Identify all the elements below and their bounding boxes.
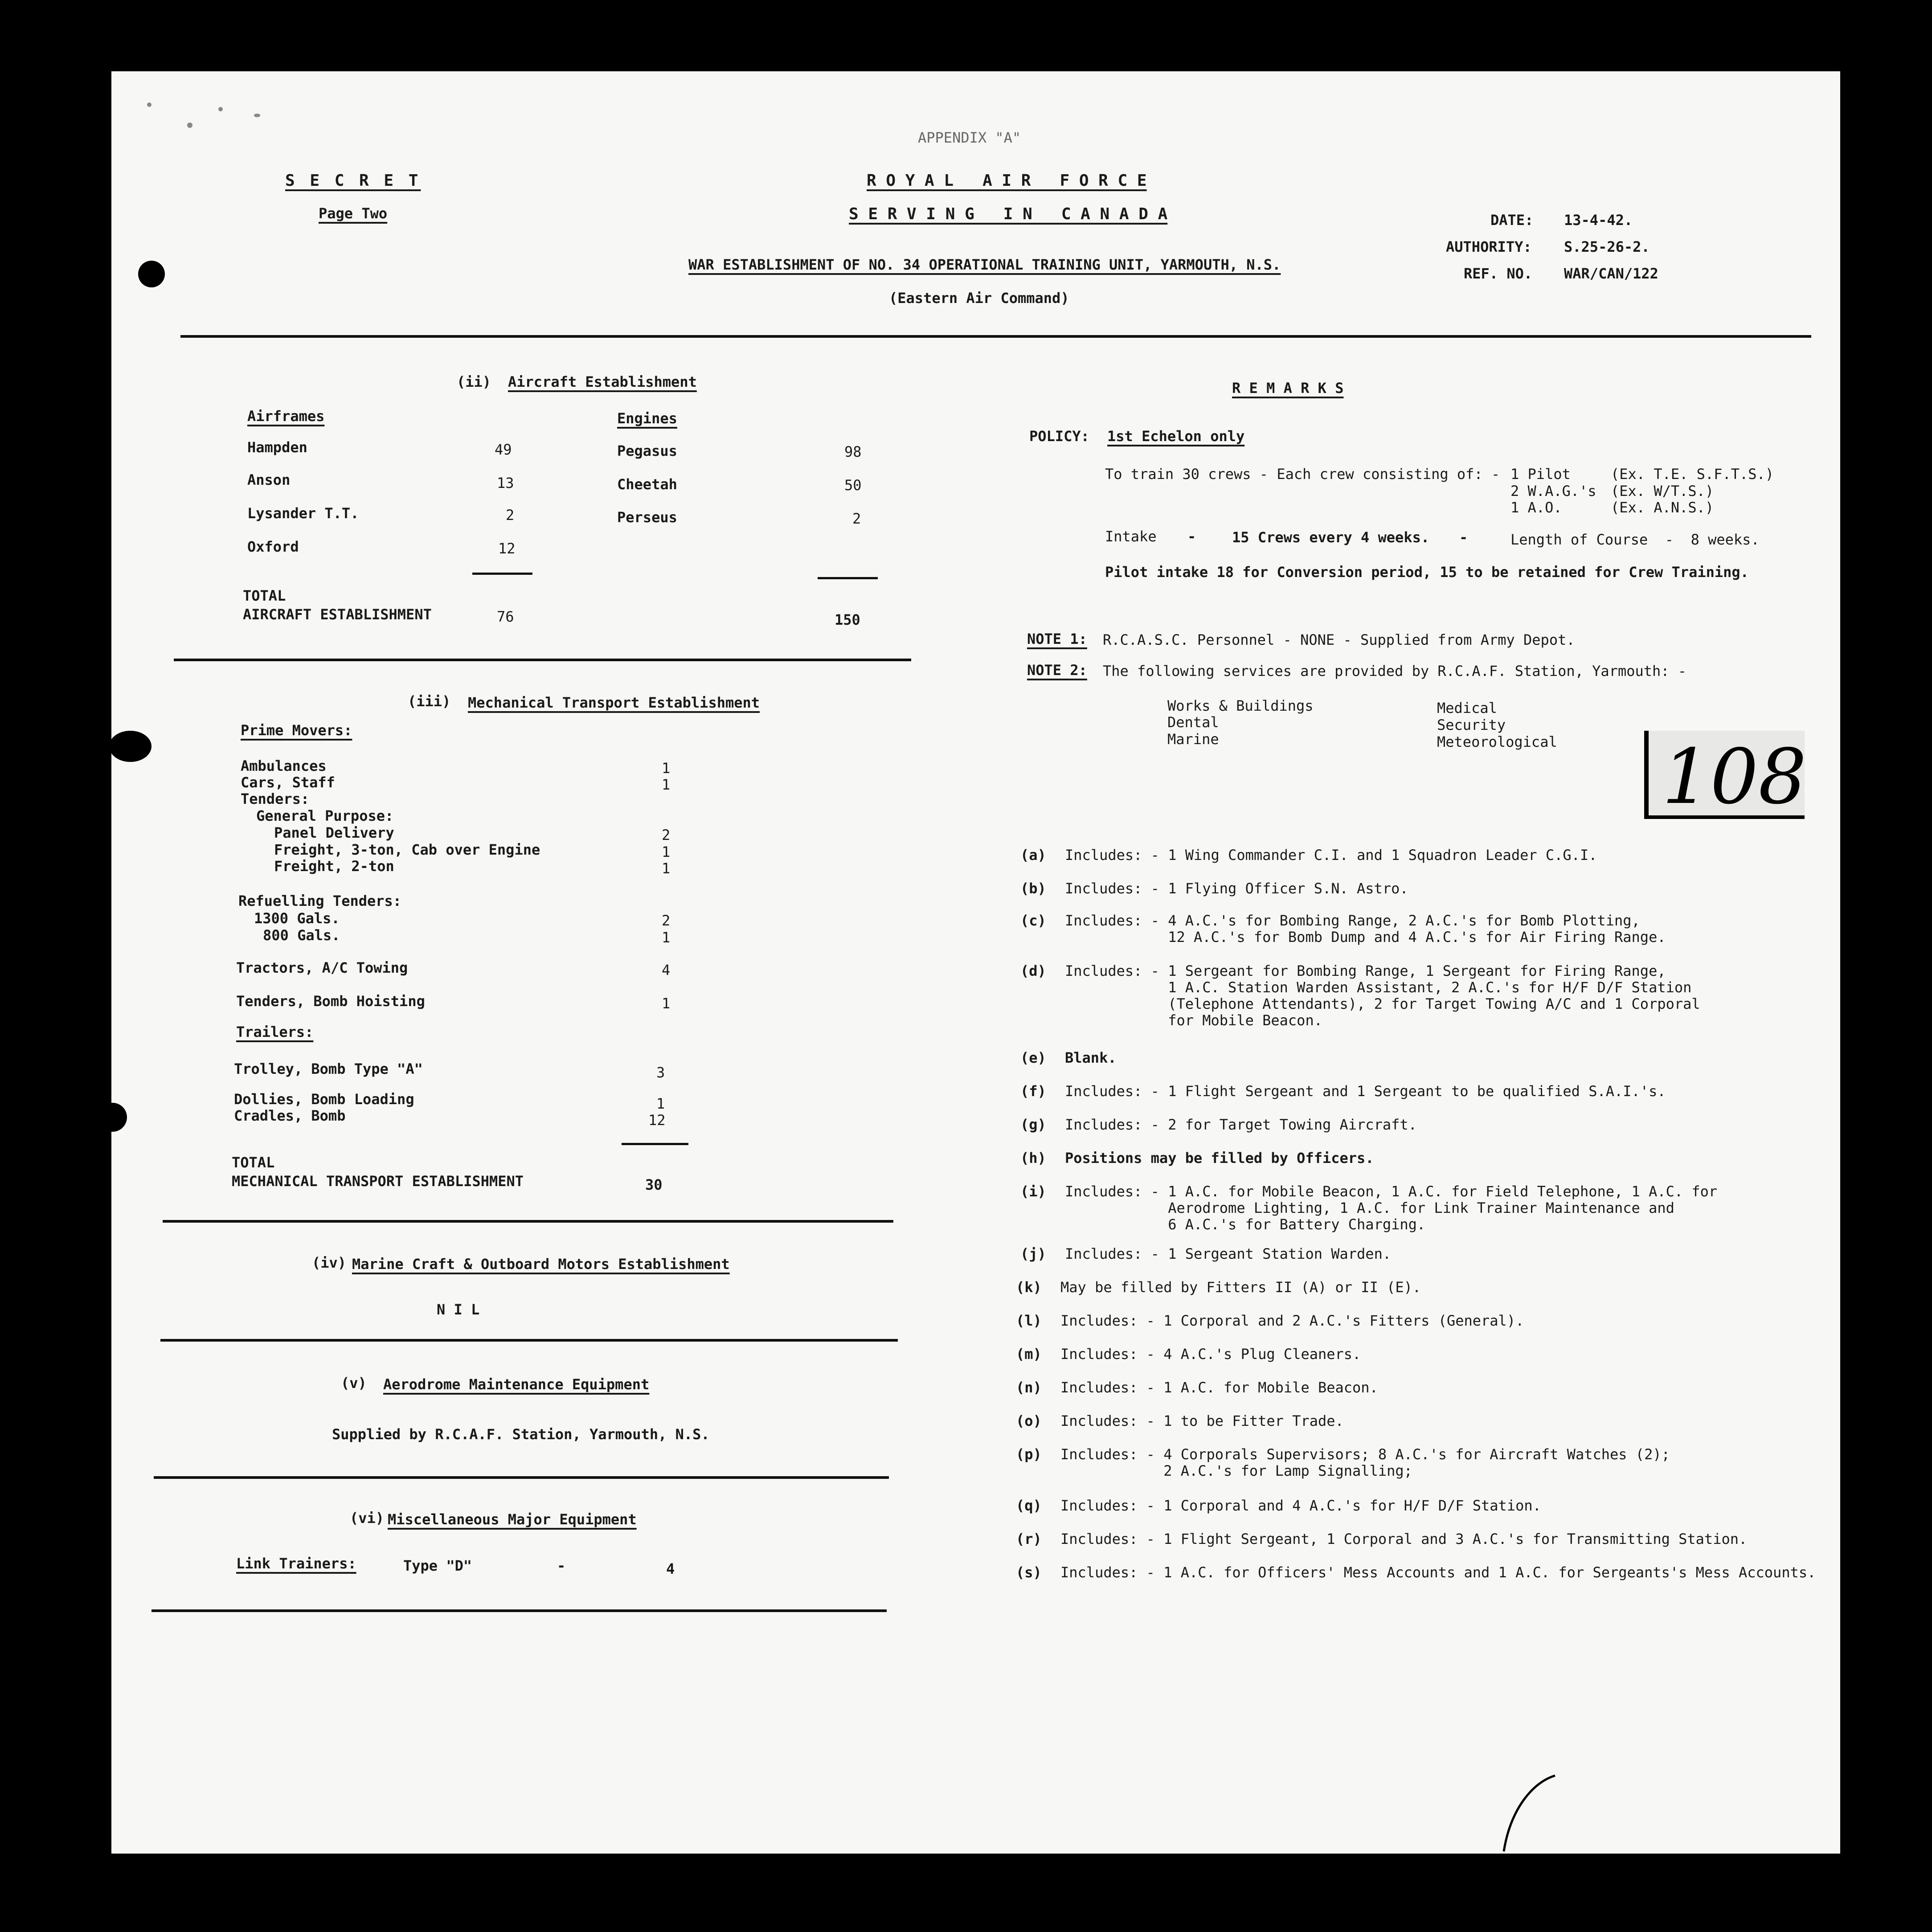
service-item: Marine <box>1167 731 1219 748</box>
meta-ref-label: REF. NO. <box>1464 265 1533 282</box>
aerodrome-heading-num: (v) <box>341 1375 367 1392</box>
aircraft-total-engines: 150 <box>835 611 860 628</box>
trolley-label: Trolley, Bomb Type "A" <box>234 1060 423 1077</box>
refuelling-qty: 1 <box>662 929 671 946</box>
transport-sum-line <box>622 1143 688 1145</box>
remark-text: Includes: - 1 Wing Commander C.I. and 1 Squadron Leader C.G.I. <box>1065 847 1597 864</box>
transport-heading-num: (iii) <box>408 693 451 710</box>
engine-qty: 50 <box>844 477 862 494</box>
refuelling-label: Refuelling Tenders: <box>238 892 402 909</box>
aircraft-heading-num: (ii) <box>457 373 491 390</box>
remark-key: (q) <box>1016 1497 1042 1514</box>
note2-label: NOTE 2: <box>1027 662 1087 679</box>
intake-value: 15 Crews every 4 weeks. <box>1232 529 1430 546</box>
remark-key: (p) <box>1016 1446 1042 1463</box>
section-rule <box>154 1476 889 1479</box>
service-item: Dental <box>1167 714 1219 731</box>
refuelling-item: 800 Gals. <box>263 927 340 944</box>
meta-authority-value: S.25-26-2. <box>1564 238 1650 255</box>
intake-dash: - <box>1187 528 1196 545</box>
remark-text: Includes: - 1 A.C. for Officers' Mess Accounts and 1 A.C. for Sergeants's Mess Accounts. <box>1060 1564 1816 1581</box>
org-line-2: S E R V I N G I N C A N A D A <box>849 205 1168 223</box>
aerodrome-heading: Aerodrome Maintenance Equipment <box>383 1376 650 1393</box>
prime-movers-label: Prime Movers: <box>241 722 352 739</box>
remark-key: (s) <box>1016 1564 1042 1581</box>
service-item: Works & Buildings <box>1167 697 1314 714</box>
remarks-heading: R E M A R K S <box>1232 380 1344 397</box>
note2-text: The following services are provided by R.C.A.F. Station, Yarmouth: - <box>1103 663 1687 679</box>
remark-key: (n) <box>1016 1379 1042 1396</box>
remark-text: Includes: - 1 Flight Sergeant and 1 Sergeant to be qualified S.A.I.'s. <box>1065 1083 1666 1100</box>
remark-text: Includes: - 4 A.C.'s Plug Cleaners. <box>1060 1346 1361 1363</box>
remark-text: Includes: - 1 Sergeant for Bombing Range, 1 Sergeant for Firing Range, <box>1065 962 1666 979</box>
handwritten-mark <box>1493 1773 1560 1854</box>
remark-key: (f) <box>1020 1083 1046 1100</box>
speck <box>187 123 192 128</box>
cradles-label: Cradles, Bomb <box>234 1107 346 1124</box>
remark-key: (r) <box>1016 1531 1042 1547</box>
remark-key: (m) <box>1016 1346 1042 1363</box>
remark-key: (j) <box>1020 1245 1046 1262</box>
remark-text: Blank. <box>1065 1049 1117 1066</box>
binder-hole <box>109 731 151 762</box>
classification: S E C R E T <box>285 172 421 190</box>
intake-label: Intake <box>1105 528 1157 545</box>
policy-label: POLICY: <box>1029 428 1089 445</box>
crew-role: 2 W.A.G.'s <box>1510 483 1596 499</box>
binder-hole <box>138 261 165 287</box>
marine-heading-num: (iv) <box>312 1254 347 1271</box>
airframe-qty: 49 <box>495 441 512 458</box>
transport-total-label-2: MECHANICAL TRANSPORT ESTABLISHMENT <box>232 1173 524 1190</box>
remark-key: (i) <box>1020 1183 1046 1200</box>
binder-hole <box>98 1103 127 1132</box>
trolley-qty: 3 <box>656 1064 665 1081</box>
remark-key: (c) <box>1020 912 1046 929</box>
transport-item: Panel Delivery <box>274 824 394 841</box>
airframe-qty: 2 <box>506 507 515 524</box>
transport-item: General Purpose: <box>256 807 394 824</box>
aircraft-total-label-2: AIRCRAFT ESTABLISHMENT <box>243 606 432 623</box>
transport-item: Ambulances <box>241 757 327 774</box>
crew-source: (Ex. T.E. S.F.T.S.) <box>1611 466 1774 483</box>
transport-item: Freight, 2-ton <box>274 858 394 875</box>
airframe-qty: 12 <box>498 540 516 557</box>
transport-heading: Mechanical Transport Establishment <box>468 694 760 711</box>
marine-heading: Marine Craft & Outboard Motors Establishment <box>352 1256 730 1273</box>
meta-authority-label: AUTHORITY: <box>1446 238 1532 255</box>
remark-key: (k) <box>1016 1279 1042 1296</box>
tractors-qty: 4 <box>662 962 671 978</box>
meta-date-value: 13-4-42. <box>1564 212 1633 229</box>
remark-key: (g) <box>1020 1116 1046 1133</box>
transport-qty: 1 <box>662 776 671 793</box>
crew-source: (Ex. W/T.S.) <box>1611 483 1714 499</box>
dollies-label: Dollies, Bomb Loading <box>234 1091 414 1108</box>
remark-text: for Mobile Beacon. <box>1065 1012 1322 1029</box>
remark-text: Includes: - 1 Sergeant Station Warden. <box>1065 1245 1392 1262</box>
engines-label: Engines <box>617 410 677 427</box>
train-text: To train 30 crews - Each crew consisting of: - <box>1105 466 1500 483</box>
crew-source: (Ex. A.N.S.) <box>1611 499 1714 516</box>
remark-text: Includes: - 1 Flying Officer S.N. Astro. <box>1065 880 1408 897</box>
folio-stamp <box>1644 731 1805 819</box>
pilot-intake: Pilot intake 18 for Conversion period, 15 to be retained for Crew Training. <box>1105 564 1749 581</box>
engine-qty: 98 <box>844 443 862 460</box>
airframes-sum-line <box>472 573 532 575</box>
remark-text: 6 A.C.'s for Battery Charging. <box>1065 1216 1426 1233</box>
remark-text: Includes: - 2 for Target Towing Aircraft. <box>1065 1116 1417 1133</box>
transport-item: Cars, Staff <box>241 774 335 791</box>
link-trainers-label: Link Trainers: <box>236 1555 356 1572</box>
remark-text: Includes: - 1 Flight Sergeant, 1 Corporal and 3 A.C.'s for Transmitting Station. <box>1060 1531 1748 1547</box>
policy-value: 1st Echelon only <box>1107 428 1245 445</box>
remark-text: Includes: - 1 Corporal and 2 A.C.'s Fitters (General). <box>1060 1312 1524 1329</box>
transport-qty: 1 <box>662 760 671 777</box>
speck <box>147 102 151 107</box>
remark-text: 1 A.C. Station Warden Assistant, 2 A.C.'s for H/F D/F Station <box>1065 979 1692 996</box>
transport-qty: 1 <box>662 843 671 860</box>
remark-key: (h) <box>1020 1150 1046 1167</box>
binder-hole <box>80 1635 107 1660</box>
note1-label: NOTE 1: <box>1027 630 1087 647</box>
remark-key: (l) <box>1016 1312 1042 1329</box>
remark-key: (a) <box>1020 847 1046 864</box>
link-trainers-type: Type "D" <box>403 1557 472 1574</box>
aircraft-total-airframes: 76 <box>497 608 514 625</box>
transport-qty: 2 <box>662 827 671 843</box>
airframe-qty: 13 <box>497 475 514 491</box>
header-rule <box>180 335 1811 338</box>
service-item: Security <box>1437 716 1506 733</box>
hoisting-label: Tenders, Bomb Hoisting <box>236 993 425 1010</box>
transport-total: 30 <box>645 1176 663 1193</box>
trailers-label: Trailers: <box>236 1023 314 1040</box>
dollies-qty: 1 <box>656 1095 665 1112</box>
section-rule <box>151 1609 887 1612</box>
remark-key: (e) <box>1020 1049 1046 1066</box>
aircraft-heading: Aircraft Establishment <box>508 373 697 390</box>
remark-text: Includes: - 4 A.C.'s for Bombing Range, 2 A.C.'s for Bomb Plotting, <box>1065 912 1640 929</box>
transport-item: Freight, 3-ton, Cab over Engine <box>274 841 540 858</box>
section-rule <box>160 1339 898 1342</box>
cradles-qty: 12 <box>648 1112 666 1129</box>
link-trainers-dash: - <box>557 1557 566 1574</box>
crew-role: 1 Pilot <box>1510 466 1571 483</box>
remark-text: 2 A.C.'s for Lamp Signalling; <box>1060 1462 1412 1479</box>
transport-total-label: TOTAL <box>232 1154 275 1171</box>
appendix-label: APPENDIX "A" <box>918 129 1021 146</box>
remark-text: Includes: - 1 Corporal and 4 A.C.'s for H/F D/F Station. <box>1060 1497 1541 1514</box>
remark-text: Positions may be filled by Officers. <box>1065 1150 1374 1167</box>
misc-heading-num: (vi) <box>350 1510 385 1527</box>
engine-name: Perseus <box>617 509 677 526</box>
speck <box>254 114 260 117</box>
airframe-name: Hampden <box>247 439 307 456</box>
transport-item: Tenders: <box>241 790 310 807</box>
misc-heading: Miscellaneous Major Equipment <box>388 1511 637 1528</box>
remark-key: (d) <box>1020 962 1046 979</box>
document-subtitle: (Eastern Air Command) <box>889 290 1069 307</box>
marine-value: N I L <box>437 1301 480 1318</box>
refuelling-item: 1300 Gals. <box>254 910 340 927</box>
remark-text: 12 A.C.'s for Bomb Dump and 4 A.C.'s for Air Firing Range. <box>1065 929 1666 946</box>
note1-text: R.C.A.S.C. Personnel - NONE - Supplied from Army Depot. <box>1103 631 1575 648</box>
tractors-label: Tractors, A/C Towing <box>236 959 408 976</box>
page-number: Page Two <box>319 205 388 222</box>
meta-ref-value: WAR/CAN/122 <box>1564 265 1658 282</box>
org-line-1: R O Y A L A I R F O R C E <box>867 172 1147 190</box>
service-item: Meteorological <box>1437 733 1557 750</box>
engine-name: Pegasus <box>617 442 677 459</box>
remark-text: Includes: - 4 Corporals Supervisors; 8 A.C.'s for Aircraft Watches (2); <box>1060 1446 1670 1463</box>
meta-date-label: DATE: <box>1490 212 1534 229</box>
binder-hole <box>85 1731 111 1758</box>
intake-dash-2: - <box>1459 529 1468 546</box>
folio-number: 108 <box>1662 733 1807 821</box>
aerodrome-value: Supplied by R.C.A.F. Station, Yarmouth, N.S. <box>332 1426 710 1443</box>
airframe-name: Anson <box>247 471 291 488</box>
remark-text: Includes: - 1 A.C. for Mobile Beacon, 1 A.C. for Field Telephone, 1 A.C. for <box>1065 1183 1718 1200</box>
remark-text: Includes: - 1 A.C. for Mobile Beacon. <box>1060 1379 1378 1396</box>
remark-text: May be filled by Fitters II (A) or II (E). <box>1060 1279 1421 1296</box>
refuelling-qty: 2 <box>662 912 671 929</box>
remark-text: (Telephone Attendants), 2 for Target Towing A/C and 1 Corporal <box>1065 995 1700 1012</box>
airframe-name: Oxford <box>247 538 299 555</box>
airframes-label: Airframes <box>247 408 325 425</box>
engines-sum-line <box>818 577 878 579</box>
crew-role: 1 A.O. <box>1510 499 1562 516</box>
service-item: Medical <box>1437 700 1497 716</box>
airframe-name: Lysander T.T. <box>247 505 359 522</box>
link-trainers-qty: 4 <box>666 1560 675 1577</box>
engine-name: Cheetah <box>617 476 677 493</box>
hoisting-qty: 1 <box>662 995 671 1012</box>
remark-key: (b) <box>1020 880 1046 897</box>
remark-text: Aerodrome Lighting, 1 A.C. for Link Trainer Maintenance and <box>1065 1199 1674 1216</box>
remark-text: Includes: - 1 to be Fitter Trade. <box>1060 1412 1344 1429</box>
document-title: WAR ESTABLISHMENT OF NO. 34 OPERATIONAL TRAINING UNIT, YARMOUTH, N.S. <box>688 256 1281 273</box>
section-rule <box>174 659 911 661</box>
speck <box>218 107 223 111</box>
remark-key: (o) <box>1016 1412 1042 1429</box>
engine-qty: 2 <box>852 510 861 527</box>
section-rule <box>163 1220 893 1223</box>
transport-qty: 1 <box>662 860 671 877</box>
course-length: Length of Course - 8 weeks. <box>1510 531 1760 548</box>
aircraft-total-label: TOTAL <box>243 587 286 604</box>
